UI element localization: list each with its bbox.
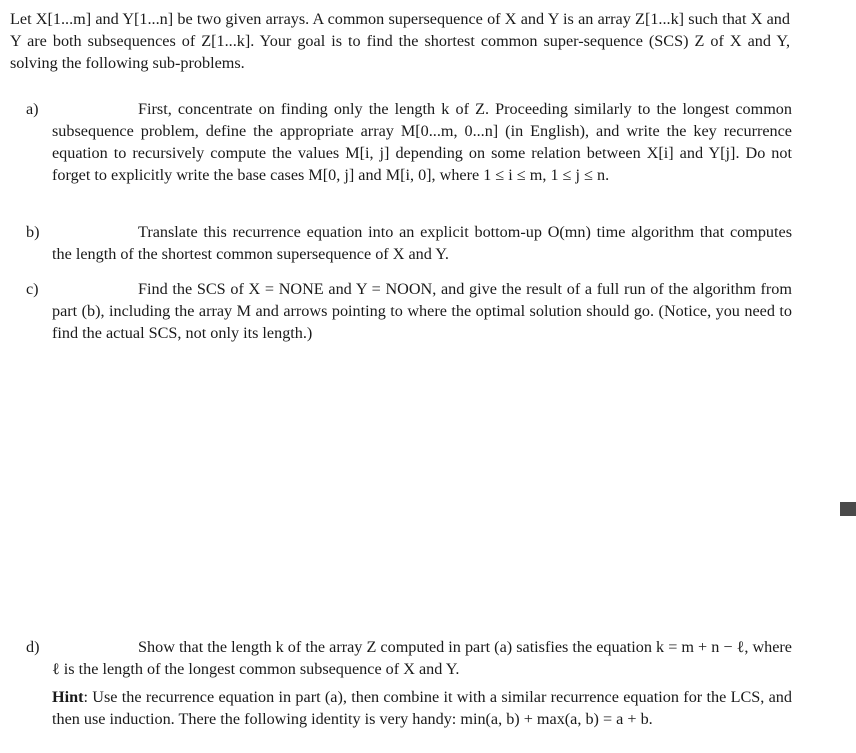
problem-part-b: [26, 221, 792, 265]
problem-part-d: [26, 636, 792, 730]
problem-part-a: [26, 98, 792, 186]
part-label: b): [26, 223, 40, 241]
part-text: First, concentrate on finding only the length k of Z. Proceeding similarly to the longest common subsequence problem, define the appropriate array M[0...m, 0...n] (in English), and write the key recurrence equation to recursively compute the values M[i, j] depending on some relation between X[i] and Y[j]. Do not forget to explicitly write the base cases M[0, j] and M[i, 0], where 1 ≤ i ≤ m, 1 ≤ j ≤ n.: [52, 100, 792, 184]
part-text: Translate this recurrence equation into an explicit bottom-up O(mn) time algorithm that computes the length of the shortest common supersequence of X and Y.: [52, 223, 792, 263]
problem-part-c: [26, 278, 792, 344]
part-text: Show that the length k of the array Z computed in part (a) satisfies the equation k = m + n − ℓ, where ℓ is the length of the longest common subsequence of X and Y.: [52, 638, 792, 678]
hint-text: : Use the recurrence equation in part (a), then combine it with a similar recurrence equation for the LCS, and then use induction. There the following identity is very handy: min(a, b) + max(a, b) = a + b.: [52, 688, 792, 728]
scroll-marker[interactable]: [840, 502, 856, 516]
hint-label: Hint: [52, 688, 84, 706]
part-label: a): [26, 100, 39, 118]
part-label: d): [26, 638, 40, 656]
part-text: Find the SCS of X = NONE and Y = NOON, and give the result of a full run of the algorithm from part (b), including the array M and arrows pointing to where the optimal solution should go. (Notice, you need to find the actual SCS, not only its length.): [52, 280, 792, 342]
intro-text: Let X[1...m] and Y[1...n] be two given arrays. A common supersequence of X and Y is an array Z[1...k] such that X and Y are both subsequences of Z[1...k]. Your goal is to find the shortest common super-sequence (SCS) Z of X and Y, solving the following sub-problems.: [10, 10, 790, 72]
part-label: c): [26, 280, 39, 298]
intro-paragraph: [10, 8, 790, 74]
